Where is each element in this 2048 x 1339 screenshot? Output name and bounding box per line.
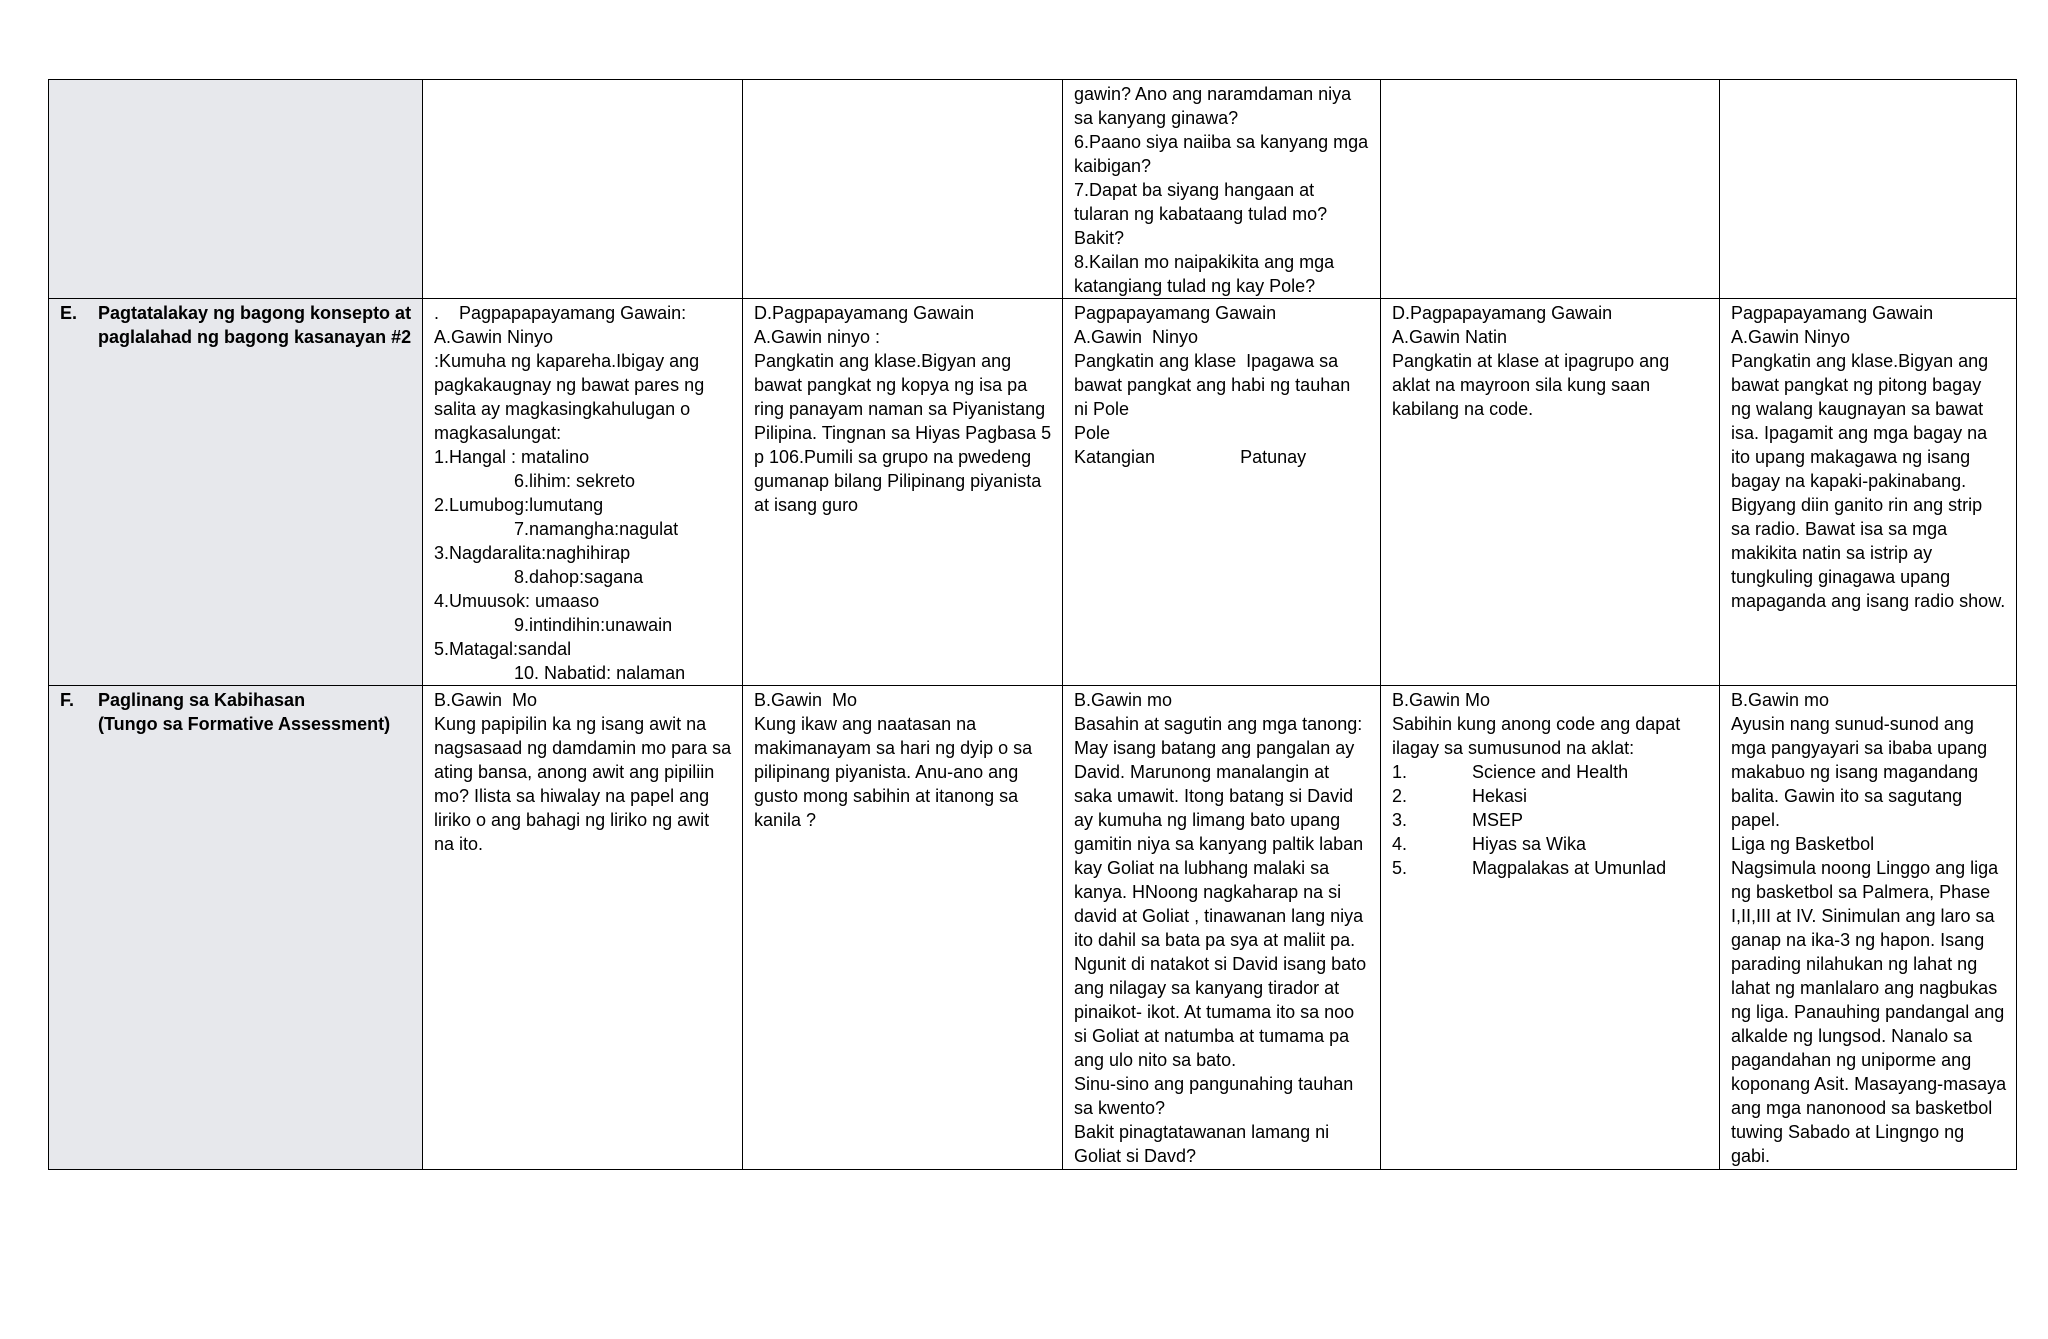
text-line: makimanayam sa hari ng dyip o sa — [754, 738, 1033, 758]
row-label — [60, 301, 412, 349]
text-line: kaibigan? — [1074, 156, 1152, 176]
numbered-item — [1392, 832, 1709, 856]
text-line: ni Pole — [1074, 399, 1130, 419]
item-number: 2. — [1392, 786, 1408, 806]
text-line: B.Gawin Mo — [754, 690, 858, 710]
text-line: salita ay magkasingkahulugan o — [434, 399, 691, 419]
text-line: Pagpapayamang Gawain — [1074, 303, 1277, 323]
item-text: Science and Health — [1472, 762, 1629, 782]
text-line: Liga ng Basketbol — [1731, 834, 1875, 854]
row-title-line: Pagtatalakay ng bagong konsepto at — [98, 303, 412, 323]
text-line: gumanap bilang Pilipinang piyanista — [754, 471, 1042, 491]
text-line: ng walang kaugnayan sa bawat — [1731, 399, 1984, 419]
day-3-cell — [1063, 299, 1381, 686]
indented-line: 10. Nabatid: nalaman — [514, 663, 686, 683]
text-line: Katangian Patunay — [1074, 447, 1307, 467]
item-text: MSEP — [1472, 810, 1524, 830]
text-line: balita. Gawin ito sa sagutang — [1731, 786, 1963, 806]
text-line: katangiang tulad ng kay Pole? — [1074, 276, 1316, 296]
text-line: Kung ikaw ang naatasan na — [754, 714, 977, 734]
text-line: gusto mong sabihin at itanong sa — [754, 786, 1019, 806]
text-line: Ayusin nang sunud-sunod ang — [1731, 714, 1974, 734]
text-line: ito upang makagawa ng isang — [1731, 447, 1971, 467]
text-line: :Kumuha ng kapareha.Ibigay ang — [434, 351, 700, 371]
text-line: papel. — [1731, 810, 1781, 830]
row-title — [98, 301, 411, 349]
day-2-cell — [743, 686, 1063, 1170]
text-line: Kung papipilin ka ng isang awit na — [434, 714, 707, 734]
row-title-line: (Tungo sa Formative Assessment) — [98, 714, 391, 734]
day-2-cell — [743, 80, 1063, 299]
text-line: Nagsimula noong Linggo ang liga — [1731, 858, 1999, 878]
text-line: A.Gawin Ninyo — [1731, 327, 1851, 347]
text-line: Bigyang diin ganito rin ang strip — [1731, 495, 1983, 515]
text-line: D.Pagpapayamang Gawain — [754, 303, 975, 323]
text-line: sa radio. Bawat isa sa mga — [1731, 519, 1948, 539]
text-line: 5.Matagal:sandal — [434, 639, 572, 659]
text-line: ng basketbol sa Palmera, Phase — [1731, 882, 1991, 902]
text-line: pagandahan ng uniporme ang — [1731, 1050, 1972, 1070]
text-line: Pagpapayamang Gawain — [1731, 303, 1934, 323]
text-line: David. Marunong manalangin at — [1074, 762, 1330, 782]
text-line: sa kanyang ginawa? — [1074, 108, 1239, 128]
text-line: 6.Paano siya naiiba sa kanyang mga — [1074, 132, 1369, 152]
text-line: isa. Ipagamit ang mga bagay na — [1731, 423, 1988, 443]
text-line: kanya. HNoong nagkaharap na si — [1074, 882, 1342, 902]
day-5-cell — [1720, 299, 2017, 686]
row-label-cell — [49, 80, 423, 299]
text-line: Ngunit di natakot si David isang bato — [1074, 954, 1367, 974]
text-line: B.Gawin Mo — [1392, 690, 1491, 710]
numbered-item — [1392, 760, 1709, 784]
text-line: B.Gawin mo — [1074, 690, 1173, 710]
text-line: makabuo ng isang magandang — [1731, 762, 1979, 782]
table-row — [49, 80, 2017, 299]
text-line: Pangkatin ang klase.Bigyan ang — [1731, 351, 1989, 371]
day-1-cell — [423, 686, 743, 1170]
item-text: Hekasi — [1472, 786, 1528, 806]
item-text: Hiyas sa Wika — [1472, 834, 1587, 854]
text-line: ang mga nanonood sa basketbol — [1731, 1098, 1993, 1118]
text-line: 4.Umuusok: umaaso — [434, 591, 600, 611]
text-line: mapaganda ang isang radio show. — [1731, 591, 2006, 611]
text-line: 2.Lumubog:lumutang — [434, 495, 604, 515]
text-line: david at Goliat , tinawanan lang niya — [1074, 906, 1364, 926]
row-title-line: paglalahad ng bagong kasanayan #2 — [98, 327, 412, 347]
text-line: bagay na kapaki-pakinabang. — [1731, 471, 1967, 491]
text-line: pinaikot- ikot. At tumama ito sa noo — [1074, 1002, 1355, 1022]
text-line: ating bansa, anong awit ang pipiliin — [434, 762, 715, 782]
text-line: Pangkatin ang klase.Bigyan ang — [754, 351, 1012, 371]
text-line: Goliat si Davd? — [1074, 1146, 1197, 1166]
day-2-cell — [743, 299, 1063, 686]
item-number: 3. — [1392, 810, 1408, 830]
text-line: ng liga. Panauhing pandangal ang — [1731, 1002, 2005, 1022]
text-line: ilagay sa sumusunod na aklat: — [1392, 738, 1635, 758]
indented-line: 8.dahop:sagana — [514, 567, 644, 587]
text-line: tuwing Sabado at Lingngo ng — [1731, 1122, 1965, 1142]
text-line: bawat pangkat ng pitong bagay — [1731, 375, 1982, 395]
indented-line: 9.intindihin:unawain — [514, 615, 673, 635]
text-line: bawat pangkat ng kopya ng isa pa — [754, 375, 1028, 395]
row-label-cell — [49, 686, 423, 1170]
row-letter: E. — [60, 303, 78, 323]
day-5-cell — [1720, 686, 2017, 1170]
table-row — [49, 299, 2017, 686]
numbered-item — [1392, 808, 1709, 832]
text-line: Bakit? — [1074, 228, 1125, 248]
day-5-cell — [1720, 80, 2017, 299]
day-3-cell — [1063, 80, 1381, 299]
text-line: gawin? Ano ang naramdaman niya — [1074, 84, 1352, 104]
text-line: kanila ? — [754, 810, 817, 830]
text-line: Pilipina. Tingnan sa Hiyas Pagbasa 5 — [754, 423, 1052, 443]
text-line: alkalde ng lungsod. Nanalo sa — [1731, 1026, 1973, 1046]
text-line: ay kumuha ng limang bato upang — [1074, 810, 1341, 830]
text-line: Pole — [1074, 423, 1111, 443]
text-line: nagsasaad ng damdamin mo para sa — [434, 738, 732, 758]
row-label — [60, 688, 412, 736]
day-4-cell — [1381, 80, 1720, 299]
day-4-cell — [1381, 686, 1720, 1170]
text-line: 7.Dapat ba siyang hangaan at — [1074, 180, 1315, 200]
text-line: liriko o ang bahagi ng liriko ng awit — [434, 810, 710, 830]
text-line: ito dahil sa bata pa sya at maliit pa. — [1074, 930, 1356, 950]
text-line: 1.Hangal : matalino — [434, 447, 590, 467]
text-line: A.Gawin Ninyo — [434, 327, 554, 347]
text-line: pilipinang piyanista. Anu-ano ang — [754, 762, 1019, 782]
text-line: aklat na mayroon sila kung saan — [1392, 375, 1651, 395]
text-line: mo? Ilista sa hiwalay na papel ang — [434, 786, 710, 806]
text-line: Pangkatin ang klase Ipagawa sa — [1074, 351, 1339, 371]
text-line: B.Gawin mo — [1731, 690, 1830, 710]
text-line: D.Pagpapayamang Gawain — [1392, 303, 1613, 323]
text-line: tungkuling ginagawa upang — [1731, 567, 1951, 587]
lesson-plan-table — [48, 79, 2017, 1170]
day-3-cell — [1063, 686, 1381, 1170]
text-line: pagkakaugnay ng bawat pares ng — [434, 375, 705, 395]
numbered-item — [1392, 784, 1709, 808]
text-line: ang nilagay sa kanyang tirador at — [1074, 978, 1340, 998]
day-1-cell — [423, 80, 743, 299]
text-line: ring panayam naman sa Piyanistang — [754, 399, 1046, 419]
text-line: sa kwento? — [1074, 1098, 1166, 1118]
text-line: gabi. — [1731, 1146, 1771, 1166]
text-line: parading nilahukan ng lahat ng — [1731, 954, 1978, 974]
text-line: tularan ng kabataang tulad mo? — [1074, 204, 1328, 224]
item-number: 5. — [1392, 858, 1408, 878]
text-line: na ito. — [434, 834, 484, 854]
text-line: p 106.Pumili sa grupo na pwedeng — [754, 447, 1032, 467]
row-title-line: Paglinang sa Kabihasan — [98, 690, 306, 710]
text-line: Pangkatin at klase at ipagrupo ang — [1392, 351, 1670, 371]
text-line: gamitin niya sa kanyang paltik laban — [1074, 834, 1364, 854]
row-title — [98, 688, 390, 736]
text-line: bawat pangkat ang habi ng tauhan — [1074, 375, 1351, 395]
text-line: A.Gawin ninyo : — [754, 327, 881, 347]
text-line: si Goliat at natumba at tumama pa — [1074, 1026, 1350, 1046]
text-line: at isang guro — [754, 495, 859, 515]
text-line: ang ulo nito sa bato. — [1074, 1050, 1237, 1070]
item-text: Magpalakas at Umunlad — [1472, 858, 1667, 878]
day-1-cell — [423, 299, 743, 686]
text-line: lahat ng manlalaro ang nagbukas — [1731, 978, 1998, 998]
text-line: B.Gawin Mo — [434, 690, 538, 710]
text-line: Sabihin kung anong code ang dapat — [1392, 714, 1681, 734]
indented-line: 7.namangha:nagulat — [514, 519, 679, 539]
day-4-cell — [1381, 299, 1720, 686]
text-line: A.Gawin Natin — [1392, 327, 1508, 347]
row-letter: F. — [60, 690, 75, 710]
text-line: saka umawit. Itong batang si David — [1074, 786, 1354, 806]
numbered-item — [1392, 856, 1709, 880]
text-line: mga pangyayari sa ibaba upang — [1731, 738, 1988, 758]
text-line: makikita natin sa istrip ay — [1731, 543, 1933, 563]
text-line: 3.Nagdaralita:naghihirap — [434, 543, 631, 563]
text-line: I,II,III at IV. Sinimulan ang laro sa — [1731, 906, 1995, 926]
text-line: A.Gawin Ninyo — [1074, 327, 1199, 347]
text-line: Sinu-sino ang pangunahing tauhan — [1074, 1074, 1354, 1094]
text-line: magkasalungat: — [434, 423, 562, 443]
text-line: ganap na ika-3 ng hapon. Isang — [1731, 930, 1985, 950]
indented-line: 6.lihim: sekreto — [514, 471, 636, 491]
row-label-cell — [49, 299, 423, 686]
text-line: kabilang na code. — [1392, 399, 1534, 419]
text-line: May isang batang ang pangalan ay — [1074, 738, 1355, 758]
item-number: 4. — [1392, 834, 1408, 854]
table-row — [49, 686, 2017, 1170]
item-number: 1. — [1392, 762, 1408, 782]
text-line: kay Goliat na lubhang malaki sa — [1074, 858, 1330, 878]
text-line: . Pagpapapayamang Gawain: — [434, 303, 687, 323]
table-body — [49, 80, 2017, 1170]
text-line: koponang Asit. Masayang-masaya — [1731, 1074, 2007, 1094]
text-line: Basahin at sagutin ang mga tanong: — [1074, 714, 1363, 734]
text-line: Bakit pinagtatawanan lamang ni — [1074, 1122, 1330, 1142]
text-line: 8.Kailan mo naipakikita ang mga — [1074, 252, 1335, 272]
